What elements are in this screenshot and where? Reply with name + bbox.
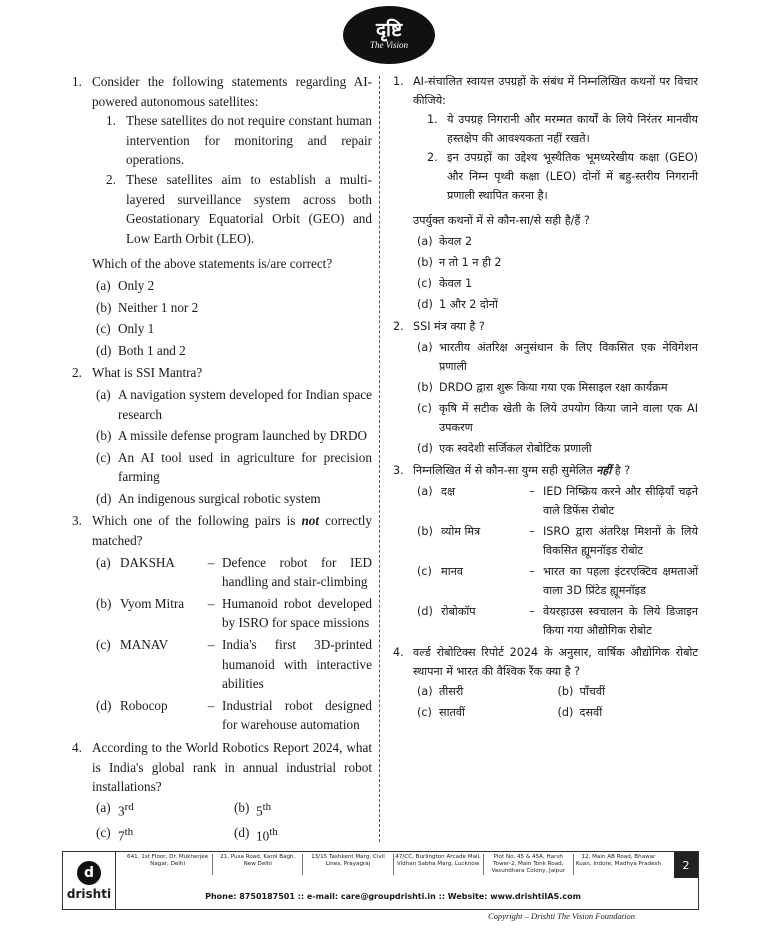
option-letter: (b): [417, 381, 433, 394]
option-letter: (d): [557, 706, 574, 719]
option-b[interactable]: [96, 426, 372, 446]
option-letter: (a): [417, 341, 433, 354]
option-text: Only 1: [118, 321, 155, 337]
option-text: न तो 1 न ही 2: [439, 256, 502, 269]
option-letter: (c): [96, 824, 111, 840]
page-footer: [62, 851, 699, 910]
question-number: 2.: [393, 320, 404, 333]
option-list: [96, 276, 372, 360]
option-text: पाँचवीं: [579, 685, 605, 698]
pair-description: ISRO द्वारा अंतरिक्ष मिशनों के लिये विकसित ह्यूमनॉइड रोबोट: [543, 525, 698, 557]
option-letter: (d): [417, 442, 433, 455]
question-3-en: [72, 511, 372, 735]
statement-text: इन उपग्रहों का उद्देश्य भूस्थैतिक भूमध्यरेखीय कक्षा (GEO) और निम्न पृथ्वी कक्षा (LEO) दोनों में बहु-स्तरीय निगरानी प्रणाली स्थापित करना है।: [447, 151, 698, 202]
english-column: [72, 72, 372, 847]
pair-name: दक्ष: [441, 485, 455, 498]
option-list: [417, 232, 698, 314]
option-letter: (d): [417, 605, 433, 618]
option-letter: (a): [96, 386, 111, 402]
pair-description: IED निष्क्रिय करने और सीढ़ियाँ चढ़ने वाले डिफेंस रोबोट: [543, 485, 698, 517]
address-item: 13/15 Tashkent Marg, Civil Lines, Prayagraj: [302, 854, 392, 875]
pair-list: [417, 482, 698, 640]
address-item: 12, Main AB Road, Bhawar Kuan, Indore, Madhya Pradesh: [573, 854, 663, 875]
copyright-text: Copyright – Drishti The Vision Foundation: [488, 911, 635, 921]
question-number: 1.: [72, 74, 82, 89]
pair-name: DAKSHA: [120, 554, 175, 570]
option-letter: (c): [96, 449, 111, 465]
option-letter: (a): [96, 277, 111, 293]
question-stem: वर्ल्ड रोबोटिक्स रिपोर्ट 2024 के अनुसार, वार्षिक औद्योगिक रोबोट स्थापना में भारत की वैश्विक रैंक क्या है ?: [413, 646, 698, 678]
stem-text: Which one of the following pairs is: [92, 513, 302, 529]
pair-dash: –: [207, 697, 215, 713]
option-a[interactable]: [96, 385, 372, 424]
option-text: Neither 1 nor 2: [118, 299, 199, 315]
address-item: 641, 1st Floor, Dr. Mukherjee Nagar, Delhi: [127, 854, 209, 867]
page-number: 2: [674, 852, 698, 878]
option-letter: (c): [417, 706, 432, 719]
statement-number: 2.: [106, 171, 116, 187]
option-c[interactable]: [96, 823, 234, 846]
pair-dash: –: [207, 595, 215, 611]
statement-item: [427, 110, 698, 148]
pair-name: व्योम मित्र: [441, 525, 481, 538]
statement-text: These satellites aim to establish a multi-layered surveillance system across both Geostationary Equatorial Orbit (GEO) and Low Earth Orbit (LEO).: [126, 171, 372, 246]
question-number: 4.: [393, 646, 404, 659]
option-c[interactable]: [96, 319, 372, 339]
option-text: भारतीय अंतरिक्ष अनुसंधान के लिए विकसित एक नेविगेशन प्रणाली: [439, 341, 698, 373]
statement-item: [106, 111, 372, 170]
pair-option-a[interactable]: [96, 553, 372, 592]
drishti-logo-mark: d: [77, 861, 101, 885]
address-item: 21, Pusa Road, Karol Bagh, New Delhi: [212, 854, 302, 875]
option-letter: (b): [96, 595, 112, 611]
logo-tagline: The Vision: [369, 40, 409, 50]
option-letter: (a): [96, 799, 111, 815]
question-4-en: [72, 738, 372, 847]
option-c[interactable]: [417, 399, 698, 437]
pair-description: India's first 3D-printed humanoid with interactive abilities: [222, 637, 372, 692]
question-number: 3.: [72, 513, 82, 529]
option-letter: (b): [96, 299, 112, 315]
pair-dash: –: [529, 565, 535, 578]
pair-option-b[interactable]: [417, 522, 698, 560]
option-grid: [96, 797, 372, 847]
pair-option-d[interactable]: [417, 602, 698, 640]
option-b[interactable]: [558, 682, 699, 701]
stem-emphasis: not: [301, 513, 320, 529]
option-letter: (b): [557, 685, 574, 698]
option-letter: (a): [96, 554, 111, 570]
statement-number: 2.: [427, 151, 438, 164]
pair-name: मानव: [441, 565, 464, 578]
option-d[interactable]: [417, 295, 698, 314]
drishti-footer-logo: [63, 852, 116, 909]
question-1-hi: [393, 72, 698, 314]
option-text: Both 1 and 2: [118, 342, 186, 358]
option-letter: (c): [417, 402, 432, 415]
option-a[interactable]: [96, 276, 372, 296]
option-b[interactable]: [417, 253, 698, 272]
pair-name: रोबोकॉप: [441, 605, 476, 618]
option-d[interactable]: [96, 341, 372, 361]
question-1-en: [72, 72, 372, 360]
pair-option-b[interactable]: [96, 594, 372, 633]
pair-description: Industrial robot designed for warehouse automation: [222, 697, 372, 733]
option-d[interactable]: [234, 823, 372, 846]
stem-text: निम्नलिखित में से कौन-सा युग्म सही सुमेलित: [413, 464, 597, 477]
option-text: एक स्वदेशी सर्जिकल रोबोटिक प्रणाली: [439, 442, 592, 455]
question-number: 1.: [393, 75, 404, 88]
option-letter: (b): [234, 799, 250, 815]
statement-number: 1.: [427, 113, 438, 126]
pair-name: Robocop: [120, 697, 168, 713]
statement-text: ये उपग्रह निगरानी और मरम्मत कार्यों के लिये निरंतर मानवीय हस्तक्षेप की आवश्यकता नहीं रखते।: [447, 113, 698, 145]
option-text: 1 और 2 दोनों: [439, 298, 498, 311]
option-a[interactable]: [96, 798, 234, 821]
option-d[interactable]: [417, 439, 698, 458]
question-2-en: [72, 363, 372, 508]
option-grid: [417, 681, 698, 723]
pair-dash: –: [207, 637, 215, 653]
pair-dash: –: [529, 485, 535, 498]
option-a[interactable]: [417, 682, 558, 701]
pair-option-c[interactable]: [96, 635, 372, 694]
option-letter: (d): [96, 490, 112, 506]
option-number: 10: [256, 828, 270, 844]
option-letter: (b): [417, 525, 433, 538]
drishti-wordmark: drishti: [66, 886, 112, 901]
option-letter: (d): [234, 824, 250, 840]
address-list: [123, 854, 663, 875]
question-stem: According to the World Robotics Report 2024, what is India's global rank in annual industrial robot installations?: [92, 740, 372, 795]
option-letter: (d): [96, 697, 112, 713]
option-letter: (c): [96, 321, 111, 337]
option-d[interactable]: [96, 489, 372, 509]
option-number: 5: [256, 803, 263, 819]
stem-emphasis: नहीं: [596, 464, 612, 477]
option-letter: (b): [96, 428, 112, 444]
option-text: दसवीं: [579, 706, 603, 719]
option-text: A missile defense program launched by DRDO: [118, 428, 368, 444]
option-b[interactable]: [96, 298, 372, 318]
option-letter: (a): [417, 235, 433, 248]
pair-description: वेयरहाउस स्वचालन के लिये डिजाइन किया गया औद्योगिक रोबोट: [543, 605, 698, 637]
option-b[interactable]: [234, 798, 372, 821]
option-number: 7: [118, 828, 125, 844]
option-letter: (d): [96, 342, 112, 358]
question-stem: AI-संचालित स्वायत्त उपग्रहों के संबंध में निम्नलिखित कथनों पर विचार कीजिये:: [413, 75, 698, 107]
option-letter: (c): [417, 565, 432, 578]
pair-list: [96, 553, 372, 735]
option-text: केवल 1: [439, 277, 473, 290]
option-text: A navigation system developed for Indian space research: [118, 386, 372, 422]
option-text: कृषि में सटीक खेती के लिये उपयोग किया जाने वाला एक AI उपकरण: [439, 402, 698, 434]
option-letter: (d): [417, 298, 433, 311]
question-number: 4.: [72, 740, 82, 755]
hindi-column: [393, 72, 698, 723]
drishti-logo: [343, 6, 435, 64]
option-c[interactable]: [417, 703, 558, 722]
option-c[interactable]: [96, 448, 372, 487]
option-letter: (c): [417, 277, 432, 290]
pair-option-a[interactable]: [417, 482, 698, 520]
option-text: केवल 2: [439, 235, 473, 248]
option-suffix: rd: [124, 800, 134, 813]
pair-option-c[interactable]: [417, 562, 698, 600]
option-letter: (b): [417, 256, 433, 269]
statement-item: [106, 170, 372, 248]
question-number: 2.: [72, 365, 82, 381]
question-2-hi: [393, 317, 698, 458]
pair-description: Defence robot for IED handling and stair-climbing: [222, 554, 372, 590]
address-item: Plot No. 45 & 45A, Harsh Tower-2, Main Tonk Road, Vasundhara Colony, Jaipur: [483, 854, 573, 875]
pair-description: Humanoid robot developed by ISRO for space missions: [222, 595, 372, 631]
stem-text: correctly matched?: [92, 513, 372, 549]
statement-list: [106, 111, 372, 248]
option-b[interactable]: [417, 378, 698, 397]
pair-option-d[interactable]: [96, 696, 372, 735]
address-item: 47/CC, Burlington Arcade Mall, Vidhan Sabha Marg, Lucknow: [393, 854, 483, 875]
option-text: तीसरी: [439, 685, 464, 698]
statement-item: [427, 148, 698, 205]
question-stem: [413, 461, 698, 480]
option-text: An indigenous surgical robotic system: [118, 490, 321, 506]
pair-dash: –: [529, 525, 535, 538]
question-stem: Consider the following statements regarding AI-powered autonomous satellites:: [92, 74, 372, 109]
option-letter: (c): [96, 637, 111, 653]
pair-name: Vyom Mitra: [120, 595, 185, 611]
option-list: [96, 385, 372, 509]
option-suffix: th: [269, 825, 278, 838]
question-stem: [92, 511, 372, 550]
statement-text: These satellites do not require constant human intervention for monitoring and repair operations.: [126, 113, 372, 168]
pair-dash: –: [529, 605, 535, 618]
pair-name: MANAV: [120, 637, 169, 653]
pair-dash: –: [207, 554, 215, 570]
option-text: Only 2: [118, 277, 155, 293]
logo-hindi-text: दृष्टि: [375, 19, 403, 41]
option-suffix: th: [262, 800, 272, 813]
question-stem: What is SSI Mantra?: [92, 365, 203, 381]
contact-line: Phone: 8750187501 :: e-mail: care@groupdrishti.in :: Website: www.drishtiIAS.com: [205, 892, 581, 901]
option-suffix: th: [124, 825, 134, 838]
option-c[interactable]: [417, 274, 698, 293]
question-3-hi: [393, 461, 698, 640]
option-number: 3: [118, 803, 125, 819]
statement-number: 1.: [106, 113, 116, 129]
option-d[interactable]: [558, 703, 699, 722]
option-letter: (a): [417, 485, 433, 498]
option-a[interactable]: [417, 232, 698, 251]
question-stem: SSI मंत्र क्या है ?: [413, 320, 485, 333]
pair-description: भारत का पहला इंटरएक्टिव क्षमताओं वाला 3D प्रिंटेड ह्यूमनॉइड: [543, 565, 698, 597]
option-list: [417, 338, 698, 458]
statement-list: [427, 110, 698, 205]
option-text: DRDO द्वारा शुरू किया गया एक मिसाइल रक्षा कार्यक्रम: [439, 381, 668, 394]
option-a[interactable]: [417, 338, 698, 376]
question-4-hi: [393, 643, 698, 723]
question-ask: उपर्युक्त कथनों में से कौन-सा/से सही है/हैं ?: [413, 214, 590, 227]
option-letter: (a): [417, 685, 433, 698]
stem-text: है ?: [611, 464, 631, 477]
column-divider: [379, 76, 380, 842]
question-ask: Which of the above statements is/are correct?: [92, 256, 333, 272]
option-text: An AI tool used in agriculture for precision farming: [118, 449, 372, 485]
question-number: 3.: [393, 464, 404, 477]
option-text: सातवीं: [439, 706, 465, 719]
